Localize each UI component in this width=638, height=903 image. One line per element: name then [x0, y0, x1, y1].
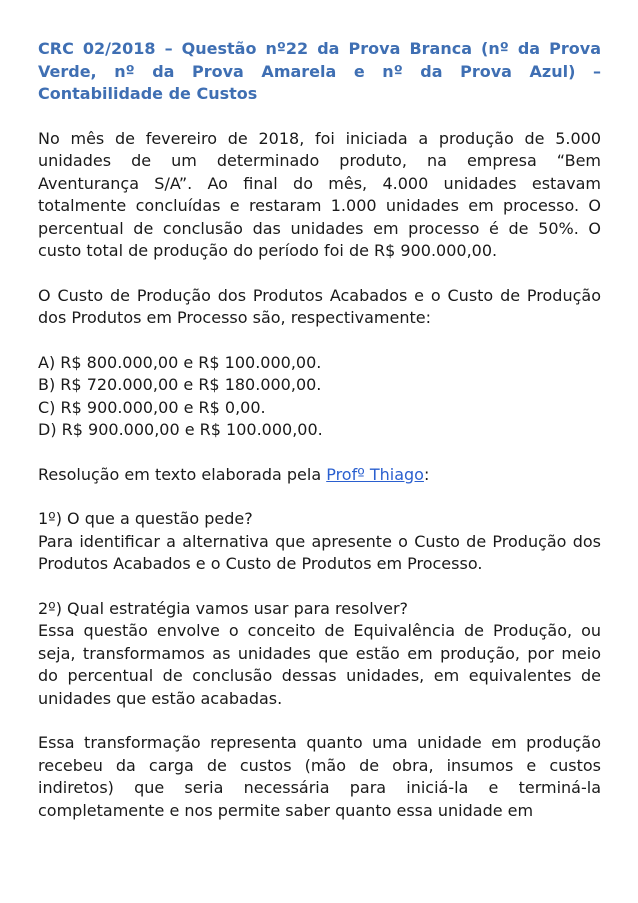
- resolution-prefix: Resolução em texto elaborada pela: [38, 464, 327, 484]
- author-link[interactable]: Profº Thiago: [326, 464, 424, 484]
- document-page: [38, 38, 601, 844]
- explanation-paragraph: Essa transformação representa quanto uma unidade em produção recebeu da carga de custos (mão de obra, insumos e custos indiretos) que seria necessária para iniciá-la e terminá-la completamente e nos permite saber quanto essa unidade em: [38, 733, 601, 820]
- option-d: D) R$ 900.000,00 e R$ 100.000,00.: [38, 420, 323, 439]
- question-title: CRC 02/2018 – Questão nº22 da Prova Branca (nº da Prova Verde, nº da Prova Amarela e nº da Prova Azul) – Contabilidade de Custos: [38, 39, 601, 103]
- step-2: [38, 598, 601, 711]
- step-2-text: Essa questão envolve o conceito de Equivalência de Produção, ou seja, transformamos as unidades que estão em produção, por meio do percentual de conclusão dessas unidades, em equivalentes de unidades que estão acabadas.: [38, 621, 601, 708]
- answer-options: [38, 352, 601, 442]
- step-1: [38, 508, 601, 576]
- resolution-credit: [38, 464, 601, 487]
- question-prompt: O Custo de Produção dos Produtos Acabados e o Custo de Produção dos Produtos em Processo são, respectivamente:: [38, 285, 601, 327]
- step-1-heading: 1º) O que a questão pede?: [38, 509, 253, 528]
- option-b: B) R$ 720.000,00 e R$ 180.000,00.: [38, 375, 322, 394]
- question-statement: No mês de fevereiro de 2018, foi iniciada a produção de 5.000 unidades de um determinado produto, na empresa “Bem Aventurança S/A”. Ao final do mês, 4.000 unidades estavam totalmente concluídas e restaram 1.000 unidades em processo. O percentual de conclusão das unidades em processo é de 50%. O custo total de produção do período foi de R$ 900.000,00.: [38, 128, 601, 260]
- step-1-text: Para identificar a alternativa que apresente o Custo de Produção dos Produtos Acabados e o Custo de Produtos em Processo.: [38, 531, 601, 573]
- resolution-suffix: :: [423, 464, 430, 484]
- option-a: A) R$ 800.000,00 e R$ 100.000,00.: [38, 352, 322, 372]
- option-c: C) R$ 900.000,00 e R$ 0,00.: [38, 397, 266, 417]
- step-2-heading: 2º) Qual estratégia vamos usar para resolver?: [38, 598, 409, 618]
